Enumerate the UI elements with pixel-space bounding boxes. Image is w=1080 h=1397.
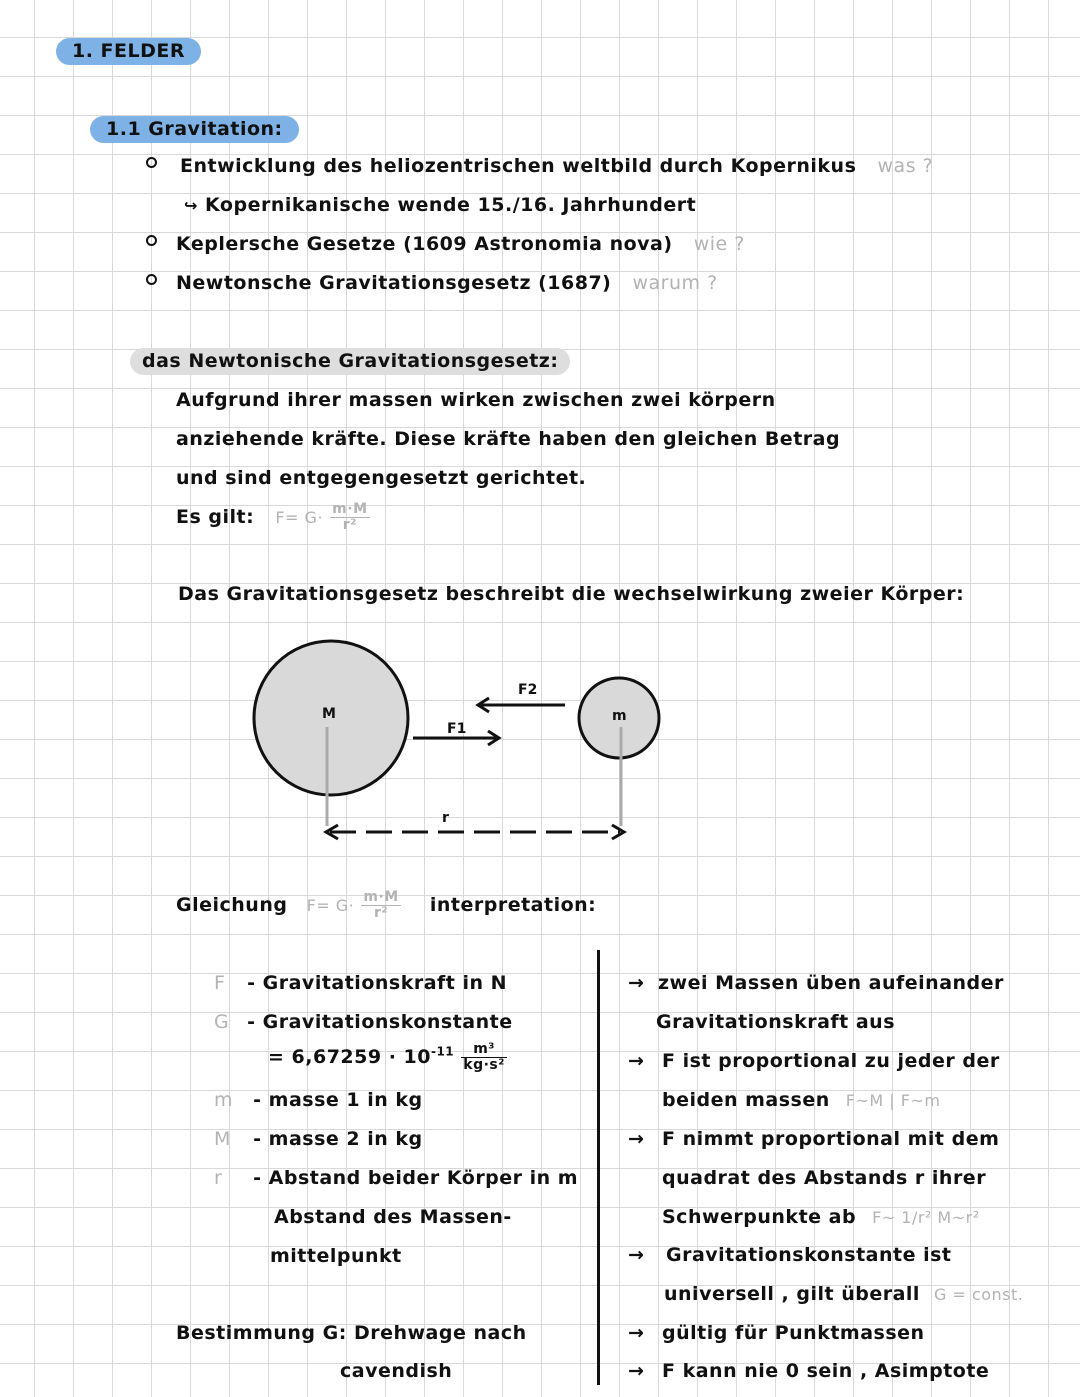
interpretation-row bbox=[628, 1360, 989, 1382]
formula-fraction bbox=[361, 890, 400, 921]
interpretation-note: G = const. bbox=[933, 1285, 1024, 1304]
interpretation-text: Gravitationskonstante ist bbox=[666, 1244, 952, 1266]
symbol-char: m bbox=[214, 1089, 234, 1111]
interpretation-row bbox=[662, 1167, 986, 1189]
symbol-char: F bbox=[214, 972, 226, 994]
list-item bbox=[176, 233, 745, 255]
list-item-text: Entwicklung des heliozentrischen weltbild durch Kopernikus bbox=[180, 155, 857, 177]
arrow-right-icon: → bbox=[628, 1128, 645, 1150]
interpretation-text: gültig für Punktmassen bbox=[662, 1322, 925, 1344]
interpretation-row bbox=[628, 1244, 952, 1266]
equation-label: Gleichung bbox=[176, 894, 288, 916]
symbol-row: Abstand des Massen- bbox=[274, 1206, 512, 1228]
interpretation-text: F ist proportional zu jeder der bbox=[662, 1050, 1000, 1072]
newton-line: Aufgrund ihrer massen wirken zwischen zwei körpern bbox=[176, 389, 776, 411]
newton-formula-row bbox=[176, 502, 370, 533]
formula-fraction bbox=[330, 502, 369, 533]
interpretation-row bbox=[656, 1011, 895, 1033]
formula-numerator: m·M bbox=[332, 501, 368, 517]
column-divider bbox=[597, 950, 600, 1385]
list-item bbox=[180, 155, 933, 177]
symbol-row-constant bbox=[268, 1042, 507, 1073]
interpretation-row bbox=[628, 1128, 999, 1150]
interpretation-text: zwei Massen üben aufeinander bbox=[658, 972, 1004, 994]
distance-label: r bbox=[442, 810, 449, 826]
formula-prefix: F= G· bbox=[275, 508, 324, 527]
arrow-right-icon: → bbox=[628, 1244, 645, 1266]
list-item-note: warum ? bbox=[632, 272, 718, 294]
interpretation-row bbox=[664, 1283, 1023, 1305]
interpretation-note: F~ 1/r² M~r² bbox=[872, 1208, 980, 1227]
list-item-note: was ? bbox=[877, 155, 934, 177]
symbol-row: G - Gravitationskonstante bbox=[214, 1011, 513, 1033]
symbol-desc: Abstand beider Körper in m bbox=[268, 1167, 579, 1189]
arrow-right-icon: → bbox=[628, 972, 645, 994]
gravitation-diagram bbox=[240, 630, 680, 850]
arrow-right-icon: → bbox=[628, 1322, 645, 1344]
interpretation-text: quadrat des Abstands r ihrer bbox=[662, 1167, 987, 1189]
interpretation-row bbox=[662, 1206, 980, 1228]
list-item-sub bbox=[184, 194, 696, 216]
sub-arrow-icon: ↪ bbox=[184, 196, 198, 215]
list-item-text: Kopernikanische wende 15./16. Jahrhundert bbox=[205, 194, 697, 216]
force-label-f2: F2 bbox=[518, 682, 538, 698]
formula-denominator: r² bbox=[374, 905, 389, 921]
interpretation-text: Schwerpunkte ab bbox=[662, 1206, 857, 1228]
list-item-note: wie ? bbox=[693, 233, 745, 255]
constant-unit bbox=[461, 1042, 507, 1073]
section-title: 1. FELDER bbox=[56, 38, 201, 65]
symbol-desc: masse 2 in kg bbox=[268, 1128, 423, 1150]
formula-prefix: F= G· bbox=[306, 896, 355, 915]
arrow-right-icon: → bbox=[628, 1360, 645, 1382]
symbol-row: m - masse 1 in kg bbox=[214, 1089, 423, 1111]
symbol-desc: Gravitationskraft in N bbox=[262, 972, 508, 994]
symbol-desc: masse 1 in kg bbox=[268, 1089, 423, 1111]
mass-big-label: M bbox=[322, 706, 336, 722]
arrow-right-icon: → bbox=[628, 1050, 645, 1072]
interpretation-text: universell , gilt überall bbox=[664, 1283, 920, 1305]
constant-exponent: -11 bbox=[430, 1044, 455, 1059]
symbol-row: mittelpunkt bbox=[270, 1245, 402, 1267]
bestimmung-line: cavendish bbox=[340, 1360, 453, 1382]
list-item-text: Keplersche Gesetze (1609 Astronomia nova) bbox=[176, 233, 673, 255]
interpretation-text: F kann nie 0 sein , Asimptote bbox=[662, 1360, 990, 1382]
list-item bbox=[176, 272, 718, 294]
symbol-char: M bbox=[214, 1128, 231, 1150]
diagram-intro: Das Gravitationsgesetz beschreibt die wechselwirkung zweier Körper: bbox=[178, 583, 965, 605]
symbol-desc: Gravitationskonstante bbox=[262, 1011, 513, 1033]
symbol-char: G bbox=[214, 1011, 230, 1033]
bullet-icon bbox=[146, 274, 157, 285]
interpretation-row bbox=[628, 1322, 925, 1344]
es-gilt-label: Es gilt: bbox=[176, 506, 255, 528]
formula-numerator: m·M bbox=[363, 889, 399, 905]
formula-denominator: r² bbox=[342, 517, 357, 533]
symbol-row: M - masse 2 in kg bbox=[214, 1128, 423, 1150]
unit-denominator: kg·s² bbox=[463, 1057, 505, 1073]
newton-heading: das Newtonische Gravitationsgesetz: bbox=[130, 348, 570, 375]
force-label-f1: F1 bbox=[447, 721, 467, 737]
interpretation-text: F nimmt proportional mit dem bbox=[662, 1128, 1000, 1150]
equation-row bbox=[176, 890, 596, 921]
interpretation-note: F~M | F~m bbox=[845, 1091, 941, 1110]
interpretation-row bbox=[628, 1050, 1000, 1072]
subsection-title: 1.1 Gravitation: bbox=[90, 116, 299, 143]
newton-line: anziehende kräfte. Diese kräfte haben den gleichen Betrag bbox=[176, 428, 841, 450]
bullet-icon bbox=[146, 235, 157, 246]
bullet-icon bbox=[146, 157, 157, 168]
interpretation-label: interpretation: bbox=[429, 894, 597, 916]
symbol-desc: = 6,67259 · 10 bbox=[268, 1046, 431, 1068]
interpretation-row bbox=[662, 1089, 940, 1111]
interpretation-row bbox=[628, 972, 1004, 994]
interpretation-text: Gravitationskraft aus bbox=[656, 1011, 896, 1033]
list-item-text: Newtonsche Gravitationsgesetz (1687) bbox=[176, 272, 612, 294]
unit-numerator: m³ bbox=[461, 1042, 507, 1058]
mass-small-label: m bbox=[612, 708, 627, 724]
newton-line: und sind entgegengesetzt gerichtet. bbox=[176, 467, 587, 489]
interpretation-text: beiden massen bbox=[662, 1089, 830, 1111]
bestimmung-line: Bestimmung G: Drehwage nach bbox=[176, 1322, 527, 1344]
symbol-char: r bbox=[214, 1167, 223, 1189]
symbol-row: F - Gravitationskraft in N bbox=[214, 972, 508, 994]
symbol-row: r - Abstand beider Körper in m bbox=[214, 1167, 579, 1189]
